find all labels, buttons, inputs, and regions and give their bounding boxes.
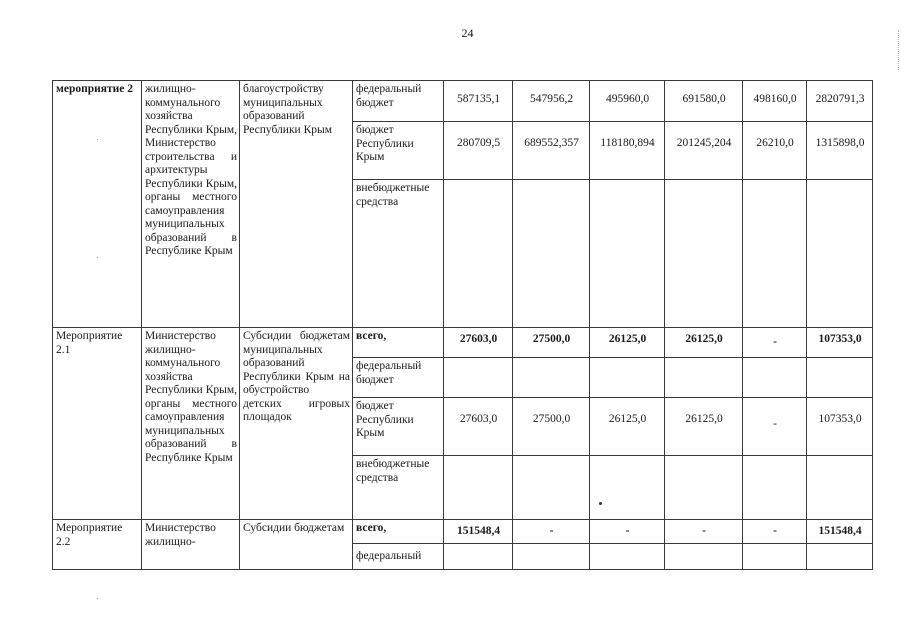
value-cell [513,358,590,398]
funding-source-label: федеральный [353,544,444,570]
value-cell: - [665,520,743,544]
value-cell: 691580,0 [665,81,743,122]
measure-name-cell: мероприятие 2 [53,81,142,328]
table-row [53,520,873,544]
value-total-cell: 2820791,3 [807,81,873,122]
value-cell: 26125,0 [665,398,743,456]
value-cell: 151548,4 [444,520,513,544]
value-cell: 118180,894 [590,122,665,180]
measure-description-cell: благоустройству муниципальных образований Республики Крым [240,81,353,328]
measure-name-cell: Мероприятие 2.1 [53,328,142,520]
value-cell: 26125,0 [590,398,665,456]
value-cell: - [743,328,807,358]
value-cell [590,180,665,328]
value-cell [665,544,743,570]
value-cell: 201245,204 [665,122,743,180]
value-cell: 689552,357 [513,122,590,180]
value-cell: - [590,520,665,544]
value-cell: 26125,0 [665,328,743,358]
value-cell: 280709,5 [444,122,513,180]
funding-source-label: бюджет Республики Крым [353,398,444,456]
value-cell [665,180,743,328]
value-cell [743,456,807,520]
value-cell [513,180,590,328]
funding-source-label: внебюджетные средства [353,456,444,520]
value-cell: - [513,520,590,544]
value-cell: 495960,0 [590,81,665,122]
measure-name-cell: Мероприятие 2.2 [53,520,142,570]
executor-cell: Министерство жилищно-коммунального хозяйства Республики Крым, органы местного самоуправления муниципальных образований в Республике Крым [142,328,240,520]
measure-description-cell: Субсидии бюджетам муниципальных образований Республики Крым на обустройство детских игровых площадок [240,328,353,520]
value-cell: 27603,0 [444,398,513,456]
budget-table [52,80,873,570]
scan-dot [599,502,602,505]
value-cell [665,358,743,398]
value-cell: 27500,0 [513,398,590,456]
value-cell [444,358,513,398]
funding-source-label: всего, [353,328,444,358]
funding-source-label: бюджет Республики Крым [353,122,444,180]
funding-source-label: федеральный бюджет [353,358,444,398]
value-total-cell [807,456,873,520]
scan-speck [97,257,98,258]
value-cell: 27500,0 [513,328,590,358]
value-cell [743,180,807,328]
value-cell [444,180,513,328]
funding-source-label: внебюджетные средства [353,180,444,328]
value-total-cell: 107353,0 [807,398,873,456]
funding-source-label: всего, [353,520,444,544]
page-number: 24 [461,26,474,40]
value-total-cell: 151548,4 [807,520,873,544]
value-cell [444,544,513,570]
scan-edge-mark [898,30,901,70]
value-cell [444,456,513,520]
value-cell: 498160,0 [743,81,807,122]
measure-description-cell: Субсидии бюджетам [240,520,353,570]
value-cell: 26125,0 [590,328,665,358]
executor-cell: Министерство жилищно- [142,520,240,570]
value-total-cell [807,180,873,328]
table-row [53,328,873,358]
value-total-cell [807,358,873,398]
value-cell: - [743,520,807,544]
value-cell: 547956,2 [513,81,590,122]
value-total-cell: 1315898,0 [807,122,873,180]
executor-cell: жилищно-коммунального хозяйства Республики Крым, Министерство строительства и архитектуры Республики Крым, органы местного самоуправления муниципальных образований в Республике Крым [142,81,240,328]
value-cell [743,544,807,570]
value-cell: - [743,398,807,456]
value-cell: 587135,1 [444,81,513,122]
value-cell [590,358,665,398]
value-cell: 27603,0 [444,328,513,358]
funding-source-label: федеральный бюджет [353,81,444,122]
value-total-cell: 107353,0 [807,328,873,358]
value-cell [590,544,665,570]
value-cell [665,456,743,520]
scan-speck [97,598,98,599]
value-cell: 26210,0 [743,122,807,180]
scan-speck [97,139,98,140]
table-row [53,81,873,122]
value-cell [513,544,590,570]
value-total-cell [807,544,873,570]
value-cell [590,456,665,520]
value-cell [743,358,807,398]
value-cell [513,456,590,520]
